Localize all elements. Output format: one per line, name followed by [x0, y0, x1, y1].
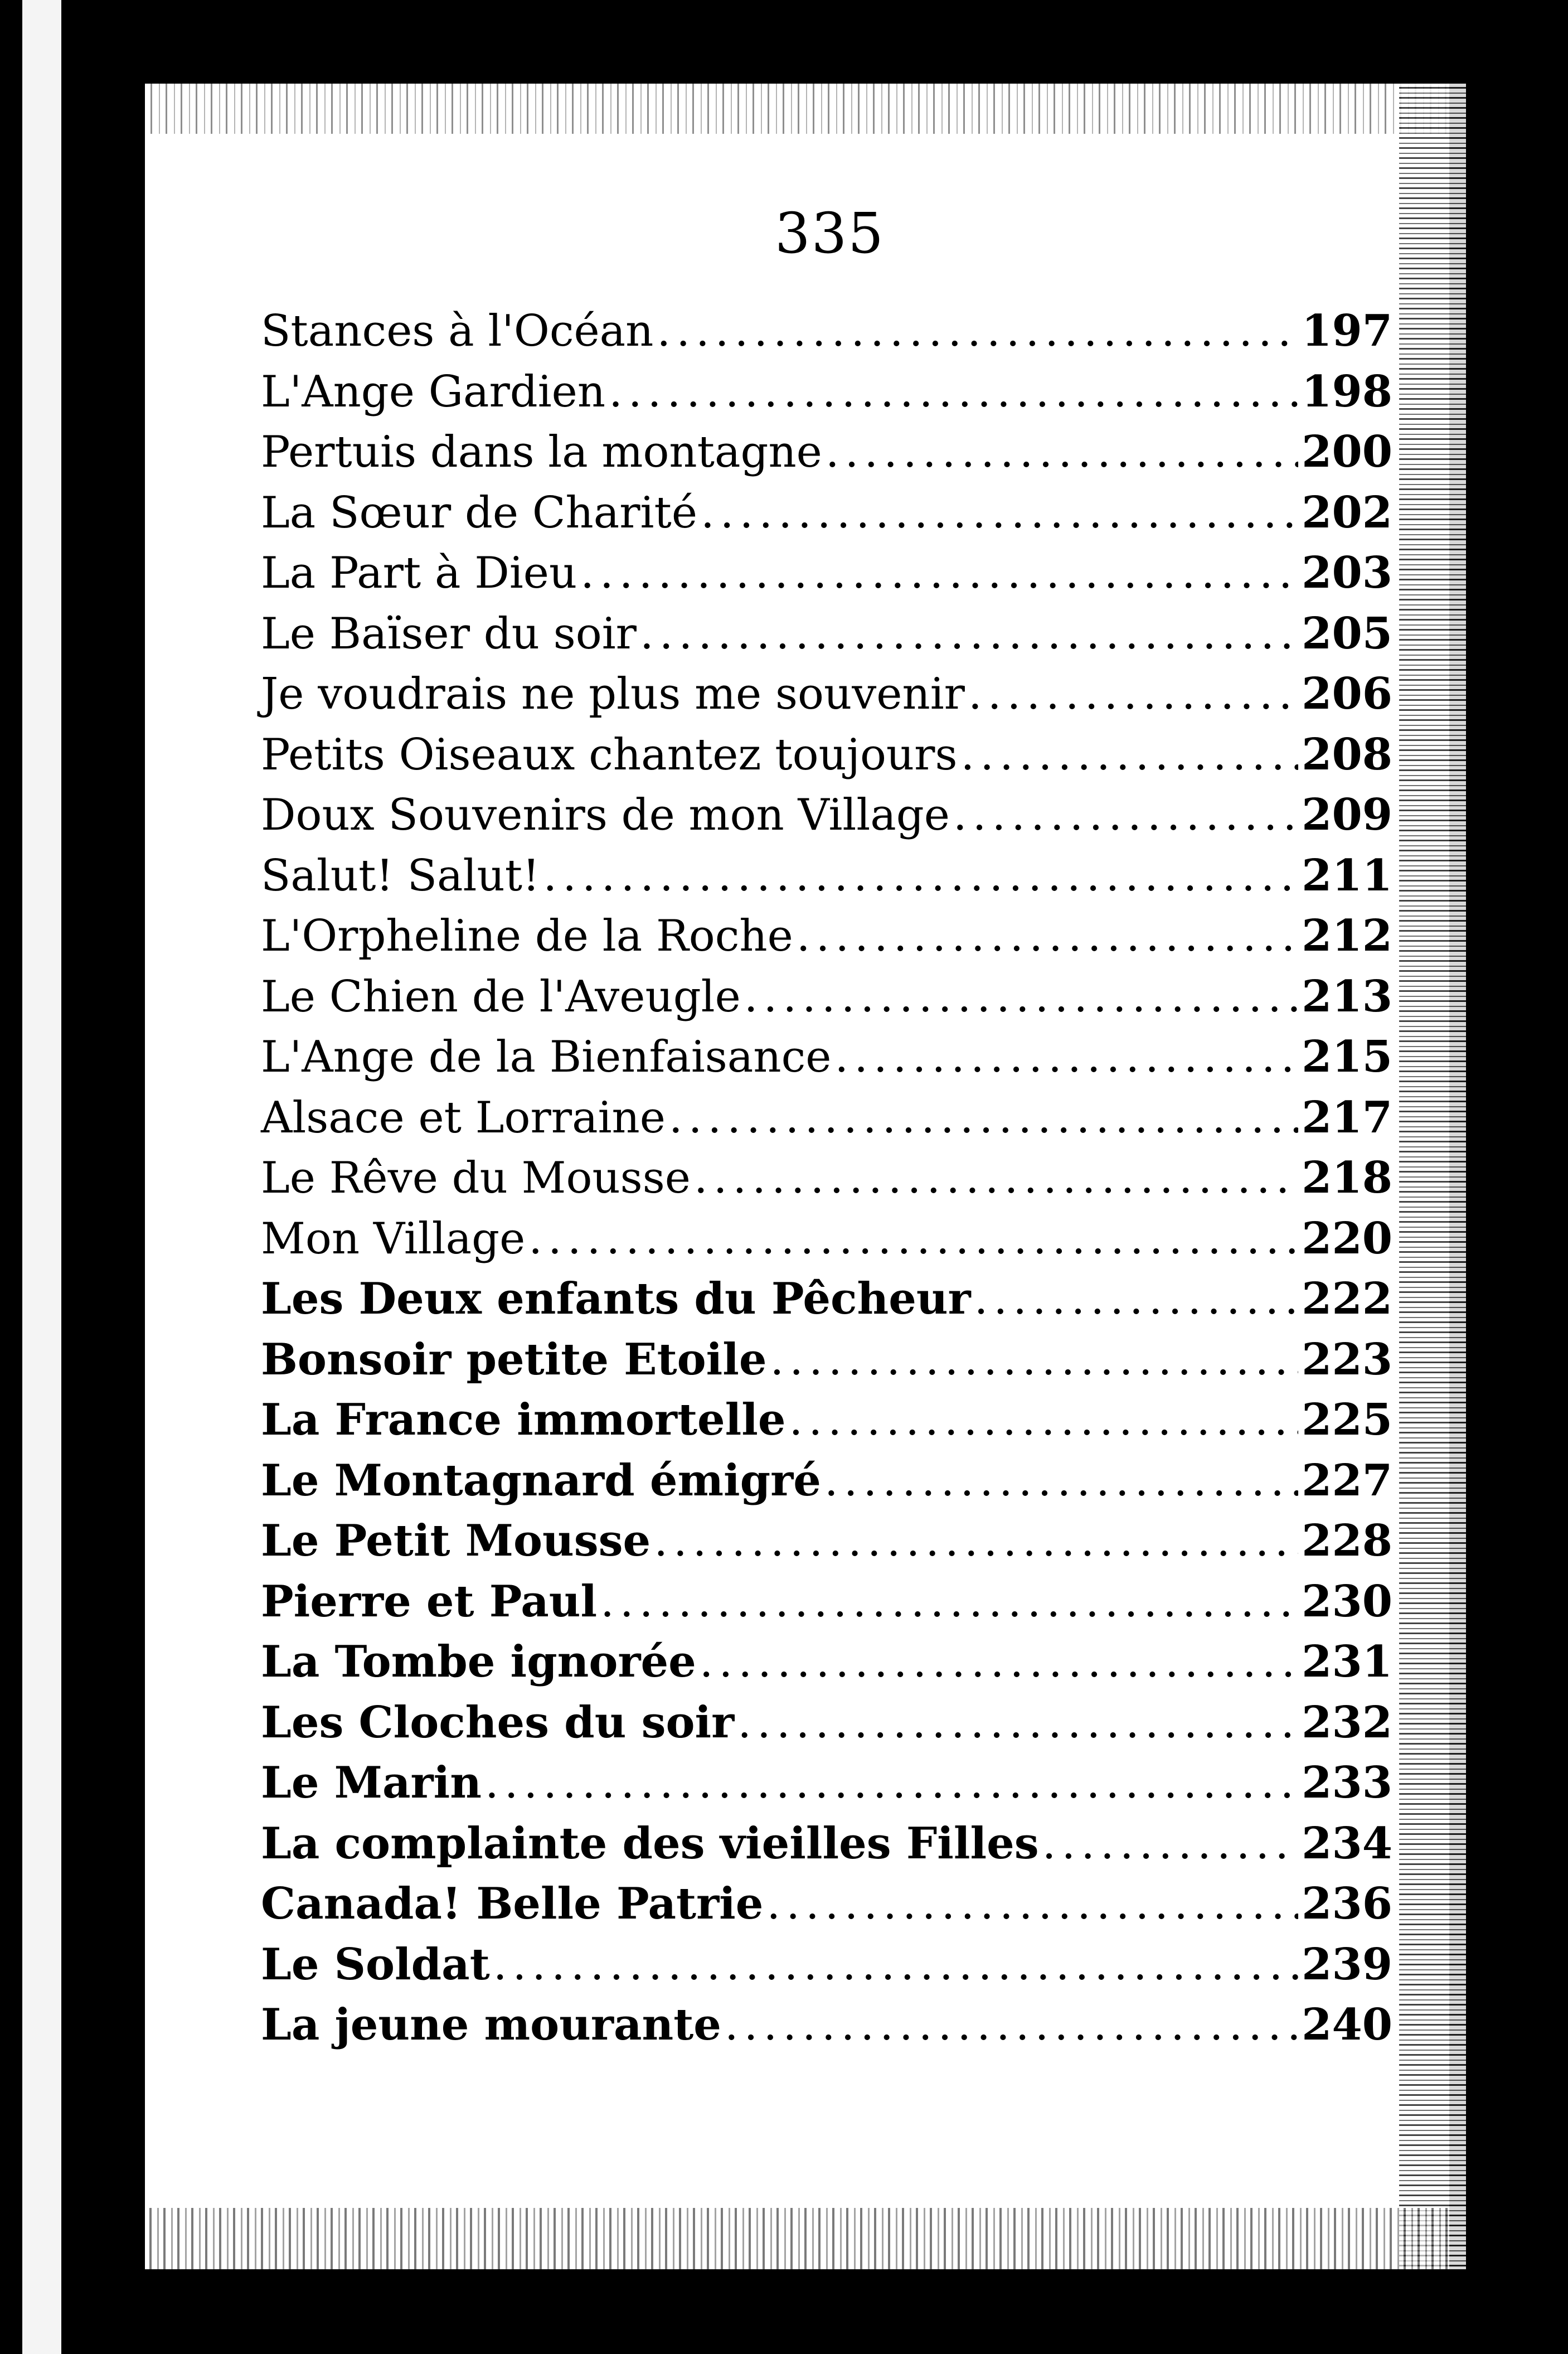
toc-entry-title: Le Petit Mousse — [261, 1515, 651, 1566]
toc-entry — [261, 1269, 1392, 1330]
page-edge-top-noise — [145, 84, 1449, 134]
toc-entry-title: Pertuis dans la montagne — [261, 427, 822, 477]
toc-entry — [261, 543, 1392, 604]
toc-entry — [261, 1935, 1392, 1995]
dot-leader — [968, 664, 1298, 724]
toc-entry-title: La Part à Dieu — [261, 548, 577, 598]
dot-leader — [600, 1572, 1298, 1632]
dot-leader — [669, 1088, 1298, 1148]
gutter — [61, 0, 145, 2354]
toc-entry-title: Stances à l'Océan — [261, 306, 654, 356]
dot-leader — [974, 1269, 1299, 1329]
toc-entry-page: 236 — [1302, 1878, 1392, 1929]
toc-entry-title: Bonsoir petite Etoile — [261, 1334, 767, 1385]
toc-entry-page: 206 — [1302, 669, 1392, 719]
toc-entry-page: 223 — [1302, 1334, 1392, 1385]
page-edge-right-noise — [1399, 84, 1466, 2269]
toc-entry-page: 231 — [1302, 1636, 1392, 1687]
toc-entry-title: Je voudrais ne plus me souvenir — [261, 669, 965, 719]
toc-entry-page: 215 — [1302, 1031, 1392, 1082]
toc-entry-page: 222 — [1302, 1273, 1392, 1324]
toc-entry-page: 208 — [1302, 729, 1392, 780]
dot-leader — [961, 725, 1299, 785]
toc-entry-title: Le Soldat — [261, 1939, 490, 1990]
toc-entry — [261, 604, 1392, 665]
toc-entry-title: Doux Souvenirs de mon Village — [261, 790, 950, 840]
dot-leader — [824, 1451, 1298, 1511]
toc-entry-page: 200 — [1302, 427, 1392, 477]
toc-entry-page: 227 — [1302, 1455, 1392, 1506]
toc-entry — [261, 301, 1392, 362]
toc-entry-title: Pierre et Paul — [261, 1576, 598, 1627]
dot-leader — [725, 1995, 1298, 2055]
toc-entry — [261, 906, 1392, 967]
page-number: 335 — [775, 201, 885, 266]
toc-entry-page: 232 — [1302, 1697, 1392, 1748]
toc-entry-page: 205 — [1302, 608, 1392, 659]
toc-entry-title: L'Ange Gardien — [261, 366, 606, 417]
dot-leader — [701, 483, 1298, 543]
dot-leader — [737, 1693, 1298, 1753]
toc-entry — [261, 422, 1392, 483]
dot-leader — [528, 1209, 1298, 1269]
toc-entry-title: La Tombe ignorée — [261, 1636, 696, 1687]
dot-leader — [744, 967, 1298, 1027]
toc-entry-page: 240 — [1302, 1999, 1392, 2050]
toc-entry — [261, 483, 1392, 544]
toc-entry-title: Le Montagnard émigré — [261, 1455, 821, 1506]
toc-entry-title: Petits Oiseaux chantez toujours — [261, 729, 958, 780]
toc-entry-page: 209 — [1302, 789, 1392, 840]
dot-leader — [953, 785, 1298, 845]
toc-entry — [261, 1753, 1392, 1814]
toc-entry — [261, 1088, 1392, 1149]
toc-entry-page: 212 — [1302, 910, 1392, 961]
toc-entry-page: 234 — [1302, 1818, 1392, 1869]
toc-entry-page: 213 — [1302, 971, 1392, 1022]
toc-entry-title: Les Cloches du soir — [261, 1697, 735, 1748]
toc-entry-title: Canada! Belle Patrie — [261, 1878, 764, 1929]
toc-entry-title: La complainte des vieilles Filles — [261, 1818, 1039, 1869]
toc-entry — [261, 1148, 1392, 1209]
toc-entry-title: La Sœur de Charité — [261, 487, 698, 538]
toc-entry-title: Les Deux enfants du Pêcheur — [261, 1273, 971, 1324]
toc-entry-title: Mon Village — [261, 1213, 526, 1264]
toc-entry-page: 228 — [1302, 1515, 1392, 1566]
toc-entry-page: 220 — [1302, 1213, 1392, 1264]
table-of-contents — [261, 301, 1392, 2056]
toc-entry-title: Le Baïser du soir — [261, 608, 637, 659]
toc-entry — [261, 1330, 1392, 1391]
toc-entry — [261, 846, 1392, 907]
toc-entry — [261, 1814, 1392, 1875]
dot-leader — [580, 543, 1298, 603]
toc-entry — [261, 664, 1392, 725]
toc-entry-page: 198 — [1302, 366, 1392, 417]
toc-entry-title: La France immortelle — [261, 1394, 786, 1445]
book-spine — [0, 0, 22, 2354]
dot-leader — [826, 422, 1298, 482]
dot-leader — [654, 1511, 1298, 1571]
toc-entry-page: 197 — [1302, 306, 1392, 356]
dot-leader — [493, 1935, 1298, 1995]
dot-leader — [789, 1390, 1299, 1450]
dot-leader — [766, 1874, 1298, 1934]
toc-entry-page: 239 — [1302, 1939, 1392, 1990]
dot-leader — [609, 362, 1298, 422]
toc-entry — [261, 1390, 1392, 1451]
toc-entry-title: La jeune mourante — [261, 1999, 721, 2050]
toc-entry — [261, 1451, 1392, 1512]
toc-entry-title: Le Marin — [261, 1757, 482, 1808]
toc-entry-page: 217 — [1302, 1092, 1392, 1143]
toc-entry-title: Le Rêve du Mousse — [261, 1153, 691, 1203]
toc-entry-title: L'Ange de la Bienfaisance — [261, 1032, 832, 1082]
toc-entry-page: 203 — [1302, 548, 1392, 598]
toc-entry-page: 211 — [1302, 850, 1392, 901]
toc-entry — [261, 1995, 1392, 2056]
dot-leader — [640, 604, 1298, 664]
dot-leader — [694, 1148, 1298, 1208]
toc-entry — [261, 1632, 1392, 1693]
dot-leader — [485, 1753, 1298, 1813]
toc-entry-title: Salut! Salut! — [261, 850, 540, 901]
dot-leader — [700, 1632, 1298, 1692]
toc-entry-page: 233 — [1302, 1757, 1392, 1808]
toc-entry-title: Alsace et Lorraine — [261, 1092, 666, 1143]
toc-entry — [261, 1511, 1392, 1572]
toc-entry — [261, 725, 1392, 786]
toc-entry-page: 218 — [1302, 1152, 1392, 1203]
dot-leader — [1042, 1814, 1299, 1874]
dot-leader — [834, 1027, 1298, 1087]
toc-entry — [261, 1874, 1392, 1935]
dot-leader — [770, 1330, 1299, 1390]
dot-leader — [657, 301, 1298, 361]
toc-entry-title: L'Orpheline de la Roche — [261, 911, 793, 961]
toc-entry-title: Le Chien de l'Aveugle — [261, 971, 741, 1022]
toc-entry-page: 202 — [1302, 487, 1392, 538]
toc-entry-page: 225 — [1302, 1394, 1392, 1445]
toc-entry — [261, 1693, 1392, 1754]
toc-entry — [261, 362, 1392, 423]
toc-entry-page: 230 — [1302, 1576, 1392, 1627]
page-edge-bottom-noise — [145, 2208, 1449, 2269]
toc-entry — [261, 1572, 1392, 1633]
left-page-edge — [0, 0, 61, 2354]
toc-entry — [261, 785, 1392, 846]
toc-entry — [261, 1027, 1392, 1088]
dot-leader — [797, 906, 1298, 966]
toc-entry — [261, 1209, 1392, 1270]
dot-leader — [543, 846, 1298, 906]
toc-entry — [261, 967, 1392, 1028]
